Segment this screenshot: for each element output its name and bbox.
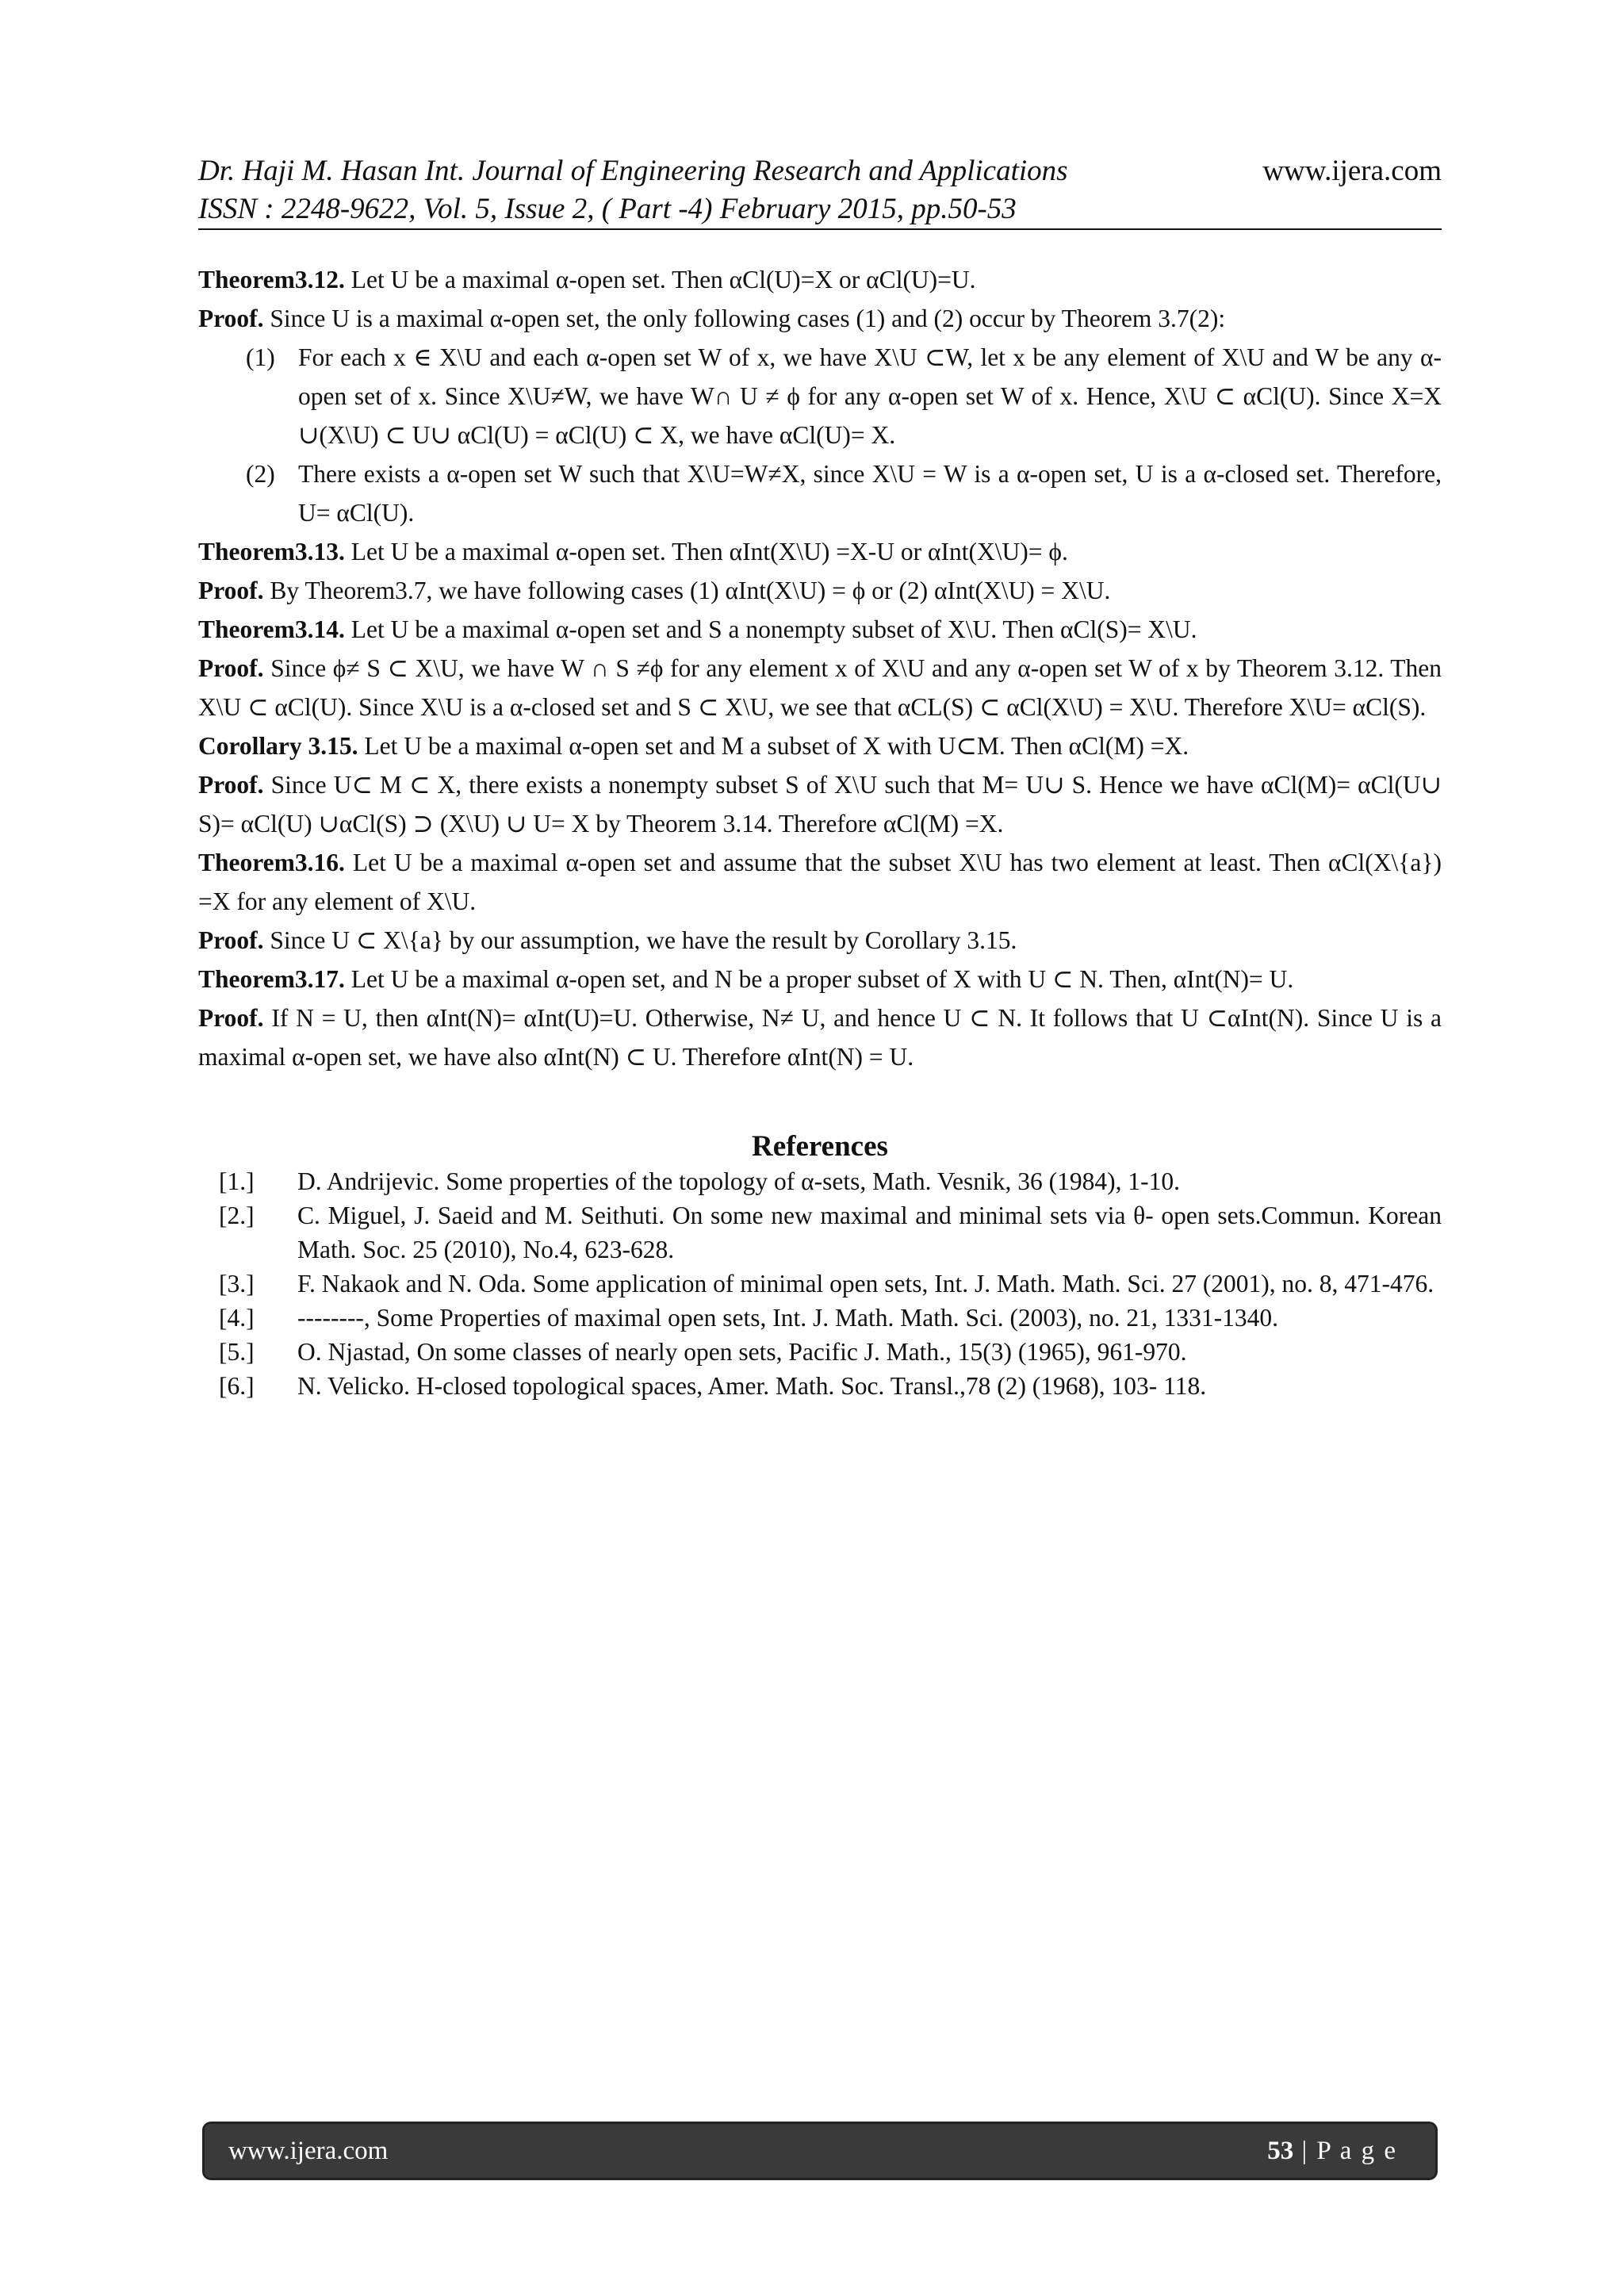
reference-number: [5.] bbox=[219, 1338, 255, 1366]
theorem-3-12 bbox=[198, 260, 1442, 299]
proof-label: Proof. bbox=[198, 1004, 264, 1032]
case-number: (1) bbox=[246, 343, 275, 371]
proof-3-16 bbox=[198, 921, 1442, 960]
reference-text: N. Velicko. H-closed topological spaces, Amer. Math. Soc. Transl.,78 (2) (1968), 103- 118. bbox=[297, 1372, 1207, 1400]
reference-text: F. Nakaok and N. Oda. Some application of minimal open sets, Int. J. Math. Math. Sci. 27 (2001), no. 8, 471-476. bbox=[297, 1270, 1434, 1297]
reference-item bbox=[198, 1369, 1442, 1403]
references-heading: References bbox=[752, 1130, 888, 1163]
theorem-3-14 bbox=[198, 610, 1442, 649]
reference-number: [4.] bbox=[219, 1304, 255, 1332]
corollary-label: Corollary 3.15. bbox=[198, 732, 358, 760]
proof-case-1 bbox=[246, 338, 1442, 454]
proof-text: Since ϕ≠ S ⊂ X\U, we have W ∩ S ≠ϕ for any element x of X\U and any α-open set W of x by Theorem 3.12. Then X\U ⊂ αCl(U). Since X\U is a α-closed set and S ⊂ X\U, we see that αCL(S) ⊂ αCl(X\U) = X\U. Therefore X\U= αCl(S). bbox=[198, 654, 1442, 721]
reference-text: C. Miguel, J. Saeid and M. Seithuti. On some new maximal and minimal sets via θ- open sets.Commun. Korean Math. Soc. 25 (2010), No.4, 623-628. bbox=[297, 1202, 1442, 1263]
proof-text: Since U ⊂ X\{a} by our assumption, we have the result by Corollary 3.15. bbox=[270, 926, 1017, 954]
proof-label: Proof. bbox=[198, 305, 264, 332]
page-label: | P a g e bbox=[1293, 2137, 1397, 2165]
theorem-3-16 bbox=[198, 843, 1442, 921]
page-footer bbox=[205, 2124, 1435, 2178]
proof-text: Since U is a maximal α-open set, the only following cases (1) and (2) occur by Theorem 3.7(2): bbox=[270, 305, 1226, 332]
proof-3-12 bbox=[198, 299, 1442, 338]
theorem-3-17 bbox=[198, 960, 1442, 999]
case-text: There exists a α-open set W such that X\U=W≠X, since X\U = W is a α-open set, U is a α-closed set. Therefore, U= αCl(U). bbox=[298, 460, 1442, 527]
article-body bbox=[198, 260, 1442, 1076]
proof-label: Proof. bbox=[198, 771, 264, 799]
proof-3-15 bbox=[198, 765, 1442, 843]
proof-text: If N = U, then αInt(N)= αInt(U)=U. Otherwise, N≠ U, and hence U ⊂ N. It follows that U ⊂αInt(N). Since U is a maximal α-open set, we have also αInt(N) ⊂ U. Therefore αInt(N) = U. bbox=[198, 1004, 1442, 1071]
corollary-3-15 bbox=[198, 726, 1442, 765]
case-number: (2) bbox=[246, 460, 275, 488]
journal-citation-line1: Dr. Haji M. Hasan Int. Journal of Engineering Research and Applications bbox=[198, 155, 1068, 187]
theorem-label: Theorem3.16. bbox=[198, 849, 345, 876]
proof-label: Proof. bbox=[198, 577, 264, 604]
proof-text: By Theorem3.7, we have following cases (1) αInt(X\U) = ϕ or (2) αInt(X\U) = X\U. bbox=[270, 577, 1111, 604]
reference-item bbox=[198, 1198, 1442, 1267]
references-list bbox=[198, 1164, 1442, 1403]
theorem-label: Theorem3.12. bbox=[198, 266, 345, 293]
theorem-label: Theorem3.14. bbox=[198, 615, 345, 643]
theorem-label: Theorem3.13. bbox=[198, 538, 345, 565]
proof-label: Proof. bbox=[198, 654, 264, 682]
proof-3-14 bbox=[198, 649, 1442, 726]
reference-number: [3.] bbox=[219, 1270, 255, 1297]
page-indicator bbox=[1267, 2134, 1397, 2168]
theorem-text: Let U be a maximal α-open set and S a nonempty subset of X\U. Then αCl(S)= X\U. bbox=[350, 615, 1197, 643]
page-number: 53 bbox=[1267, 2137, 1294, 2165]
footer-website: www.ijera.com bbox=[228, 2137, 389, 2165]
journal-citation-line2: ISSN : 2248-9622, Vol. 5, Issue 2, ( Part -4) February 2015, pp.50-53 bbox=[198, 193, 1017, 225]
theorem-label: Theorem3.17. bbox=[198, 965, 345, 993]
theorem-3-13 bbox=[198, 532, 1442, 571]
page-header bbox=[198, 152, 1442, 228]
proof-label: Proof. bbox=[198, 926, 264, 954]
reference-number: [6.] bbox=[219, 1372, 255, 1400]
proof-text: Since U⊂ M ⊂ X, there exists a nonempty subset S of X\U such that M= U∪ S. Hence we have αCl(M)= αCl(U∪ S)= αCl(U) ∪αCl(S) ⊃ (X\U) ∪ U= X by Theorem 3.14. Therefore αCl(M) =X. bbox=[198, 771, 1442, 838]
reference-item bbox=[198, 1301, 1442, 1335]
case-text: For each x ∈ X\U and each α-open set W of x, we have X\U ⊂W, let x be any element of X\U and W be any α-open set of x. Since X\U≠W, we have W∩ U ≠ ϕ for any α-open set W of x. Hence, X\U ⊂ αCl(U). Since X=X ∪(X\U) ⊂ U∪ αCl(U) = αCl(U) ⊂ X, we have αCl(U)= X. bbox=[298, 343, 1442, 449]
theorem-text: Let U be a maximal α-open set. Then αCl(U)=X or αCl(U)=U. bbox=[350, 266, 976, 293]
theorem-text: Let U be a maximal α-open set, and N be a proper subset of X with U ⊂ N. Then, αInt(N)= U. bbox=[350, 965, 1294, 993]
header-website: www.ijera.com bbox=[1262, 155, 1442, 187]
reference-item bbox=[198, 1164, 1442, 1198]
reference-number: [2.] bbox=[219, 1202, 255, 1229]
reference-item bbox=[198, 1335, 1442, 1369]
reference-text: D. Andrijevic. Some properties of the topology of α-sets, Math. Vesnik, 36 (1984), 1-10. bbox=[297, 1167, 1181, 1195]
theorem-text: Let U be a maximal α-open set. Then αInt(X\U) =X-U or αInt(X\U)= ϕ. bbox=[350, 538, 1068, 565]
corollary-text: Let U be a maximal α-open set and M a subset of X with U⊂M. Then αCl(M) =X. bbox=[364, 732, 1189, 760]
reference-number: [1.] bbox=[219, 1167, 255, 1195]
theorem-text: Let U be a maximal α-open set and assume that the subset X\U has two element at least. Then αCl(X\{a}) =X for any element of X\U. bbox=[198, 849, 1442, 915]
reference-text: O. Njastad, On some classes of nearly open sets, Pacific J. Math., 15(3) (1965), 961-970. bbox=[297, 1338, 1187, 1366]
proof-3-13 bbox=[198, 571, 1442, 610]
reference-text: --------, Some Properties of maximal open sets, Int. J. Math. Math. Sci. (2003), no. 21, 1331-1340. bbox=[297, 1304, 1279, 1332]
proof-case-2 bbox=[246, 454, 1442, 532]
header-divider bbox=[198, 228, 1442, 230]
proof-3-17 bbox=[198, 999, 1442, 1076]
reference-item bbox=[198, 1267, 1442, 1301]
